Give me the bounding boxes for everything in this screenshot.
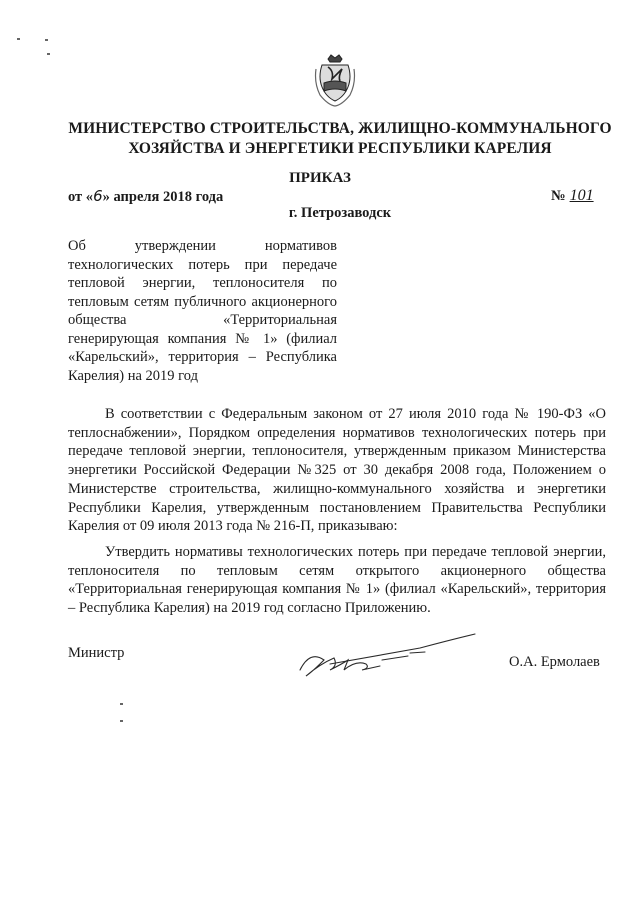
order-title: ПРИКАЗ xyxy=(289,170,351,186)
body-paragraph-2: Утвердить нормативы технологических потерь при передаче тепловой энергии, теплоносителя по тепловым сетям открытого акционерного общества «Территориальная генерирующая компания № 1» (филиал «Карельский», территория – Республика Карелия) на 2019 год согласно Приложению. xyxy=(68,544,606,617)
ministry-name-line2: ХОЗЯЙСТВА И ЭНЕРГЕТИКИ РЕСПУБЛИКИ КАРЕЛИЯ xyxy=(128,140,552,157)
scan-mark xyxy=(47,53,50,55)
order-subject: Об утверждении нормативов технологических потерь при передаче тепловой энергии, теплоносителя по тепловым сетям публичного акционерного общества «Территориальная генерирующая компания № 1» (филиал «Карельский», территория – Республика Карелия) на 2019 год xyxy=(68,238,337,384)
date-prefix: от « xyxy=(68,189,94,205)
coat-of-arms-icon xyxy=(314,53,356,107)
order-number xyxy=(551,187,594,205)
signatory-name: О.А. Ермолаев xyxy=(509,654,600,670)
scan-mark xyxy=(45,39,48,41)
scan-mark xyxy=(120,720,123,722)
date-suffix: » апреля 2018 года xyxy=(102,189,224,205)
handwritten-signature-icon xyxy=(290,620,490,690)
ministry-name xyxy=(60,119,620,159)
order-date xyxy=(68,187,223,206)
ministry-name-line1: МИНИСТЕРСТВО СТРОИТЕЛЬСТВА, ЖИЛИЩНО-КОММУНАЛЬНОГО xyxy=(68,120,612,137)
number-prefix: № xyxy=(551,188,566,204)
number-value: 101 xyxy=(569,187,594,204)
scan-mark xyxy=(17,38,20,40)
order-city: г. Петрозаводск xyxy=(288,205,392,221)
date-day: 6 xyxy=(93,187,103,205)
scan-mark xyxy=(120,703,123,705)
body-paragraph-1: В соответствии с Федеральным законом от 27 июля 2010 года № 190-ФЗ «О теплоснабжении», Порядком определения нормативов технологических потерь при передаче тепловой энергии, теплоносителя, утвержденным приказом Министерства энергетики Российской Федерации №325 от 30 декабря 2008 года, Положением о Министерстве строительства, жилищно-коммунального хозяйства и энергетики Республики Карелия, утвержденным постановлением Правительства Республики Карелия от 09 июля 2013 года № 216-П, приказываю: xyxy=(68,406,606,535)
signatory-position: Министр xyxy=(68,645,125,661)
